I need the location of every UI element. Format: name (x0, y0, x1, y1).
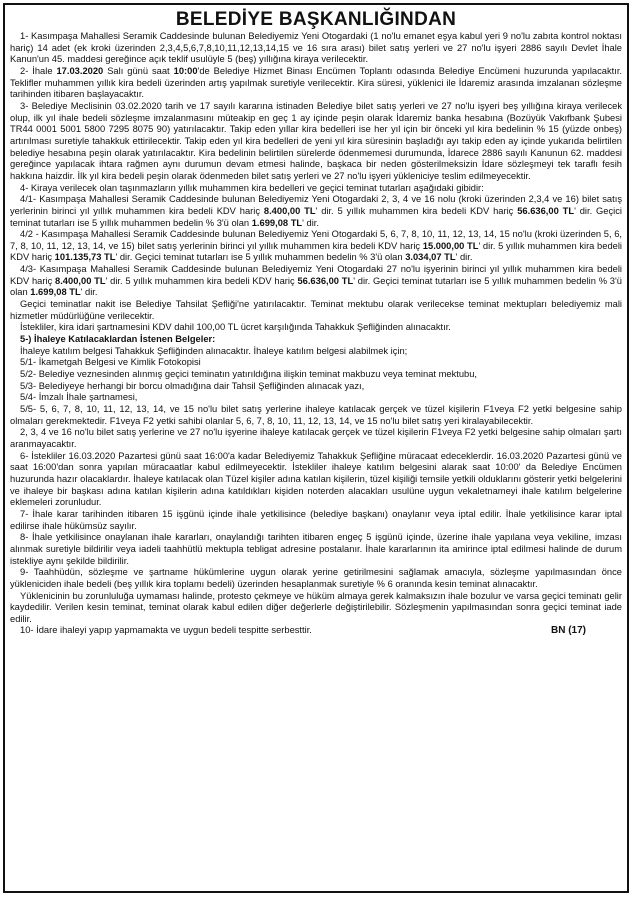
clause-4-2-guarantee: 3.034,07 TL (405, 252, 456, 263)
clause-4-1-text-d: ' dir. (302, 217, 319, 228)
clause-4: 4- Kiraya verilecek olan taşınmazların yıllık muhammen kira bedelleri ve geçici teminat tutarları aşağıdaki gibidir: (20, 182, 484, 193)
clause-4-2-text-c: ' dir. Geçici teminat tutarları ise 5 yıllık muhammen bedelin % 3'ü olan (115, 252, 406, 263)
clause-4-2-five-year-rent: 101.135,73 TL (54, 252, 116, 263)
clause-8: 8- İhale yetkilisince onaylanan ihale kararları, onaylandığı tarihten itibaren engeç 5 işgünü içinde, üzerine ihale yapılana veya vekiline, imzası alınmak suretiyle bildirilir veya iadeli taahhütlü mektupla tebligat adresine postalanır. İhale kararlarının ita amirince iptal edilmesi halinde de durum istekliye aynı şekilde bildirilir. (10, 532, 622, 566)
clause-4-3-guarantee: 1.699,08 TL (30, 287, 81, 298)
clause-2-text-c: 'de Belediye Hizmet Binası Encümen Toplantı odasında Belediye Encümeni huzurunda yapılacaktır. Teklifler muhammen yıllık kira bedeli üzerinden artış yapılmak suretiyle verilecektir. Kira süresi, yüklenici ile İdaremiz arasında imzalanan sözleşme tarihinden itibaren başlayacaktır. (10, 65, 623, 100)
clause-6: 6- İstekliler 16.03.2020 Pazartesi günü saat 16:00'a kadar Belediyemiz Tahakkuk Şefliğine müracaat edeceklerdir. 16.03.2020 Pazartesi günü ve saat 16:00'dan sonra yapılan müracaatlar kabul edilmeyecektir. İstekliler ihaleye katılım belgesini alarak saat 10:00' da Belediye Encümen huzurunda hazır olacaklardır. İhaleye katılacak olan Tüzel kişiler adına katılan kişilerin, tüzel kişiliği temsile yetkili olduklarını gösterir yetki belgelerini ve ihaleye bir başkası adına katılan kişilerin adına katıldıkları kişiden noterden alacakları usulüne uygun vekaletnameyi ihale katılım belgelerine eklemeleri zorunludur. (10, 450, 622, 508)
clause-4-1-text-b: ' dir. 5 yıllık muhammen kira bedeli KDV hariç (315, 205, 518, 216)
clause-4-3-text-b: ' dir. 5 yıllık muhammen kira bedeli KDV hariç (105, 275, 298, 286)
clause-4-3-annual-rent: 8.400,00 TL (55, 275, 106, 286)
clause-4-3-five-year-rent: 56.636,00 TL (297, 275, 354, 286)
notice-title: BELEDİYE BAŞKANLIĞINDAN (175, 9, 457, 30)
clause-4-1-guarantee: 1.699,08 TL (251, 217, 303, 228)
clause-5-heading: 5-) İhaleye Katılacaklardan İstenen Belgeler: (20, 334, 216, 345)
clause-5-1: 5/1- İkametgah Belgesi ve Kimlik Fotokopisi (20, 357, 201, 368)
clause-5-2: 5/2- Belediye veznesinden alınmış geçici teminatın yatırıldığına ilişkin teminat makbuzu veya teminat mektubu, (20, 369, 478, 380)
clause-9: 9- Taahhüdün, sözleşme ve şartname hükümlerine uygun olarak yerine getirilmesini sağlamak amacıyla, sözleşme yapılmasından önce yükleniciden ihale bedeli (beş yıllık kira toplamı bedeli) üzerinden hesaplanmak suretiyle % 6 oranında kesin teminat alınacaktır. (10, 567, 622, 589)
specification-note: İstekliler, kira idari şartnamesini KDV dahil 100,00 TL ücret karşılığında Tahakkuk Şefliğinden alınacaktır. (20, 322, 451, 333)
clause-5-4: 5/4- İmzalı İhale şartnamesi, (20, 392, 138, 403)
clause-2 (10, 66, 622, 101)
clause-4-2-text-a: 4/2 - Kasımpaşa Mahallesi Seramik Caddesinde bulunan Belediyemiz Yeni Otogardaki 5, 6, 7, 8, 10, 11, 12, 13, 14, 15 no'lu (kroki üzerinden 5, 6, 7, 8, 10, 11, 12, 13, 14, ve 15) bilet satış yerlerinin birinci yıl yıllık muhammen kira bedeli KDV hariç (10, 229, 622, 251)
clause-4-3-text-c: ' dir. Geçici teminat tutarları ise 5 yıllık muhammen bedelin % 3'ü olan (10, 275, 622, 298)
clause-3: 3- Belediye Meclisinin 03.02.2020 tarih ve 17 sayılı kararına istinaden Belediye bilet satış yerleri ve 27 no'lu işyeri beş yıllığına kiraya verilecek olup, ilk yıl ihale bedeli sözleşme imzalanmasını müteakip en geç 1 ay içinde peşin olarak İdaremiz banka hesabına (Bozüyük Vakıfbank Şubesi TR44 0001 5001 5800 7295 8075 90) yatırılacaktır. Takip eden yıllar kira bedelleri ise her yıl için bir önceki yıl kira bedelinin % 15 (yüzde onbeş) artırılması suretiyle tahakkuk ettirilecektir. Takip eden yıl kira bedelleri de yeni yıl kira süresinin başladığı ayı takip eden ay içinde yukarıda belirtilen belediye hesabına peşin olarak yatırılacaktır. Kira bedelinin belirtilen sürelerde ödenmemesi durumunda, İdarece 2886 sayılı Kanunun 62. maddesi gereğince yapılacak ihtara rağmen aynı durumun devam etmesi halinde, başkaca bir neden gösterilmeksizin İdare sözleşmeyi tek taraflı fesih hakkına haizdir. İlk yıl kira bedeli peşin olarak ödenmeden bilet satış yerleri ve 27 no'lu işyeri yükleniciye teslim edilmeyecektir. (10, 100, 622, 181)
clause-2-text-a: 2- İhale (20, 65, 57, 76)
clause-4-2-text-b: ' dir. 5 yıllık muhammen kira bedeli KDV hariç (10, 240, 622, 263)
notice-footer (10, 625, 622, 637)
clause-9-note: Yüklenicinin bu zorunluluğa uymaması halinde, protesto çekmeye ve hüküm almaya gerek kalmaksızın ihale bozulur ve varsa geçici teminatı gelir kaydedilir. Verilen kesin teminat, teminat olarak kabul edilen diğer değerlerle değiştirilebilir. Sözleşmenin yapılmasından sonra geçici teminat iade edilir. (10, 590, 622, 624)
clause-5-5: 5/5- 5, 6, 7, 8, 10, 11, 12, 13, 14, ve 15 no'lu bilet satış yerlerine ihaleye katılacak gerçek ve tüzel kişilerin F1veya F2 yetki belgesine sahip olmaları gerekmektedir. F1veya F2 yetki sahibi olanlar 5, 6, 7, 8, 10, 11, 12, 13, 14, ve 15 no'lu bilet satış yeri kiralayabilecektir. (10, 404, 622, 426)
tender-time: 10:00 (173, 65, 198, 76)
clause-5-note: 2, 3, 4 ve 16 no'lu bilet satış yerlerine ve 27 no'lu işyerine ihaleye katılacak gerçek ve tüzel kişilerin F1veya F2 yetki belgesine sahip olmaları şartı aranmayacaktır. (10, 427, 622, 449)
clause-4-2 (10, 229, 622, 264)
clause-4-3 (10, 264, 622, 299)
clause-2-text-b: Salı günü saat (103, 65, 174, 76)
tender-date: 17.03.2020 (56, 65, 104, 76)
clause-10: 10- İdare ihaleyi yapıp yapmamakta ve uygun bedeli tespitte serbesttir. (20, 625, 312, 636)
tender-notice (3, 3, 629, 893)
clause-4-1-annual-rent: 8.400,00 TL (263, 205, 316, 216)
clause-4-3-text-d: ' dir. (80, 287, 98, 298)
clause-4-1-five-year-rent: 56.636,00 TL (517, 205, 575, 216)
clause-5-intro: İhaleye katılım belgesi Tahakkuk Şefliğinden alınacaktır. İhaleye katılım belgesi alabilmek için; (20, 345, 408, 356)
clause-4-1-text-a: 4/1- Kasımpaşa Mahallesi Seramik Caddesinde bulunan Belediyemiz Yeni Otogardaki 2, 3, 4 ve 16 nolu (kroki üzerinden 2,3,4 ve 16) bilet satış yerlerinin birinci yıl yıllık muhammen kira bedeli KDV hariç (10, 194, 622, 216)
clause-1: 1- Kasımpaşa Mahallesi Seramik Caddesinde bulunan Belediyemiz Yeni Otogardaki (1 no'lu emanet eşya kabul yeri 9 no'lu zabıta kontrol noktası hariç) 14 adet (ek kroki üzerinden 2,3,4,5,6,7,8,10,11,12,13,14,15 ve 16 sıra arası) bilet satış yerleri ve 27 no'lu işyeri 2886 sayılı Devlet İhale Kanun'un 45. maddesi gereğince açık teklif usulüyle 5 (beş) yıllığına kiraya verilecektir. (10, 31, 622, 65)
clause-4-3-text-a: 4/3- Kasımpaşa Mahallesi Seramik Caddesinde bulunan Belediyemiz Yeni Otogardaki 27 no'lu işyerinin birinci yıl yıllık muhammen kira bedeli KDV hariç (10, 264, 622, 286)
guarantee-payment-note: Geçici teminatlar nakit ise Belediye Tahsilat Şefliği'ne yatırılacaktır. Teminat mektubu olarak verilecekse teminat mektupları belediyemiz mali hizmetler müdürlüğüne verilecektir. (10, 299, 622, 321)
clause-7: 7- İhale karar tarihinden itibaren 15 işgünü içinde ihale yetkilisince (belediye başkanı) onaylanır veya iptal edilir. İhale yetkilisince karar iptal edilirse ihale hükümsüz sayılır. (10, 508, 622, 531)
clause-4-2-annual-rent: 15.000,00 TL (422, 240, 479, 251)
publication-code: BN (17) (550, 625, 586, 637)
clause-5-3: 5/3- Belediyeye herhangi bir borcu olmadığına dair Tahsil Şefliğinden alınacak yazı, (20, 380, 365, 391)
clause-4-1-text-c: ' dir. Geçici teminat tutarları ise 5 yıllık muhammen bedelin % 3'ü olan (10, 205, 622, 228)
clause-4-2-text-d: ' dir. (455, 252, 473, 263)
clause-4-1 (10, 194, 622, 229)
